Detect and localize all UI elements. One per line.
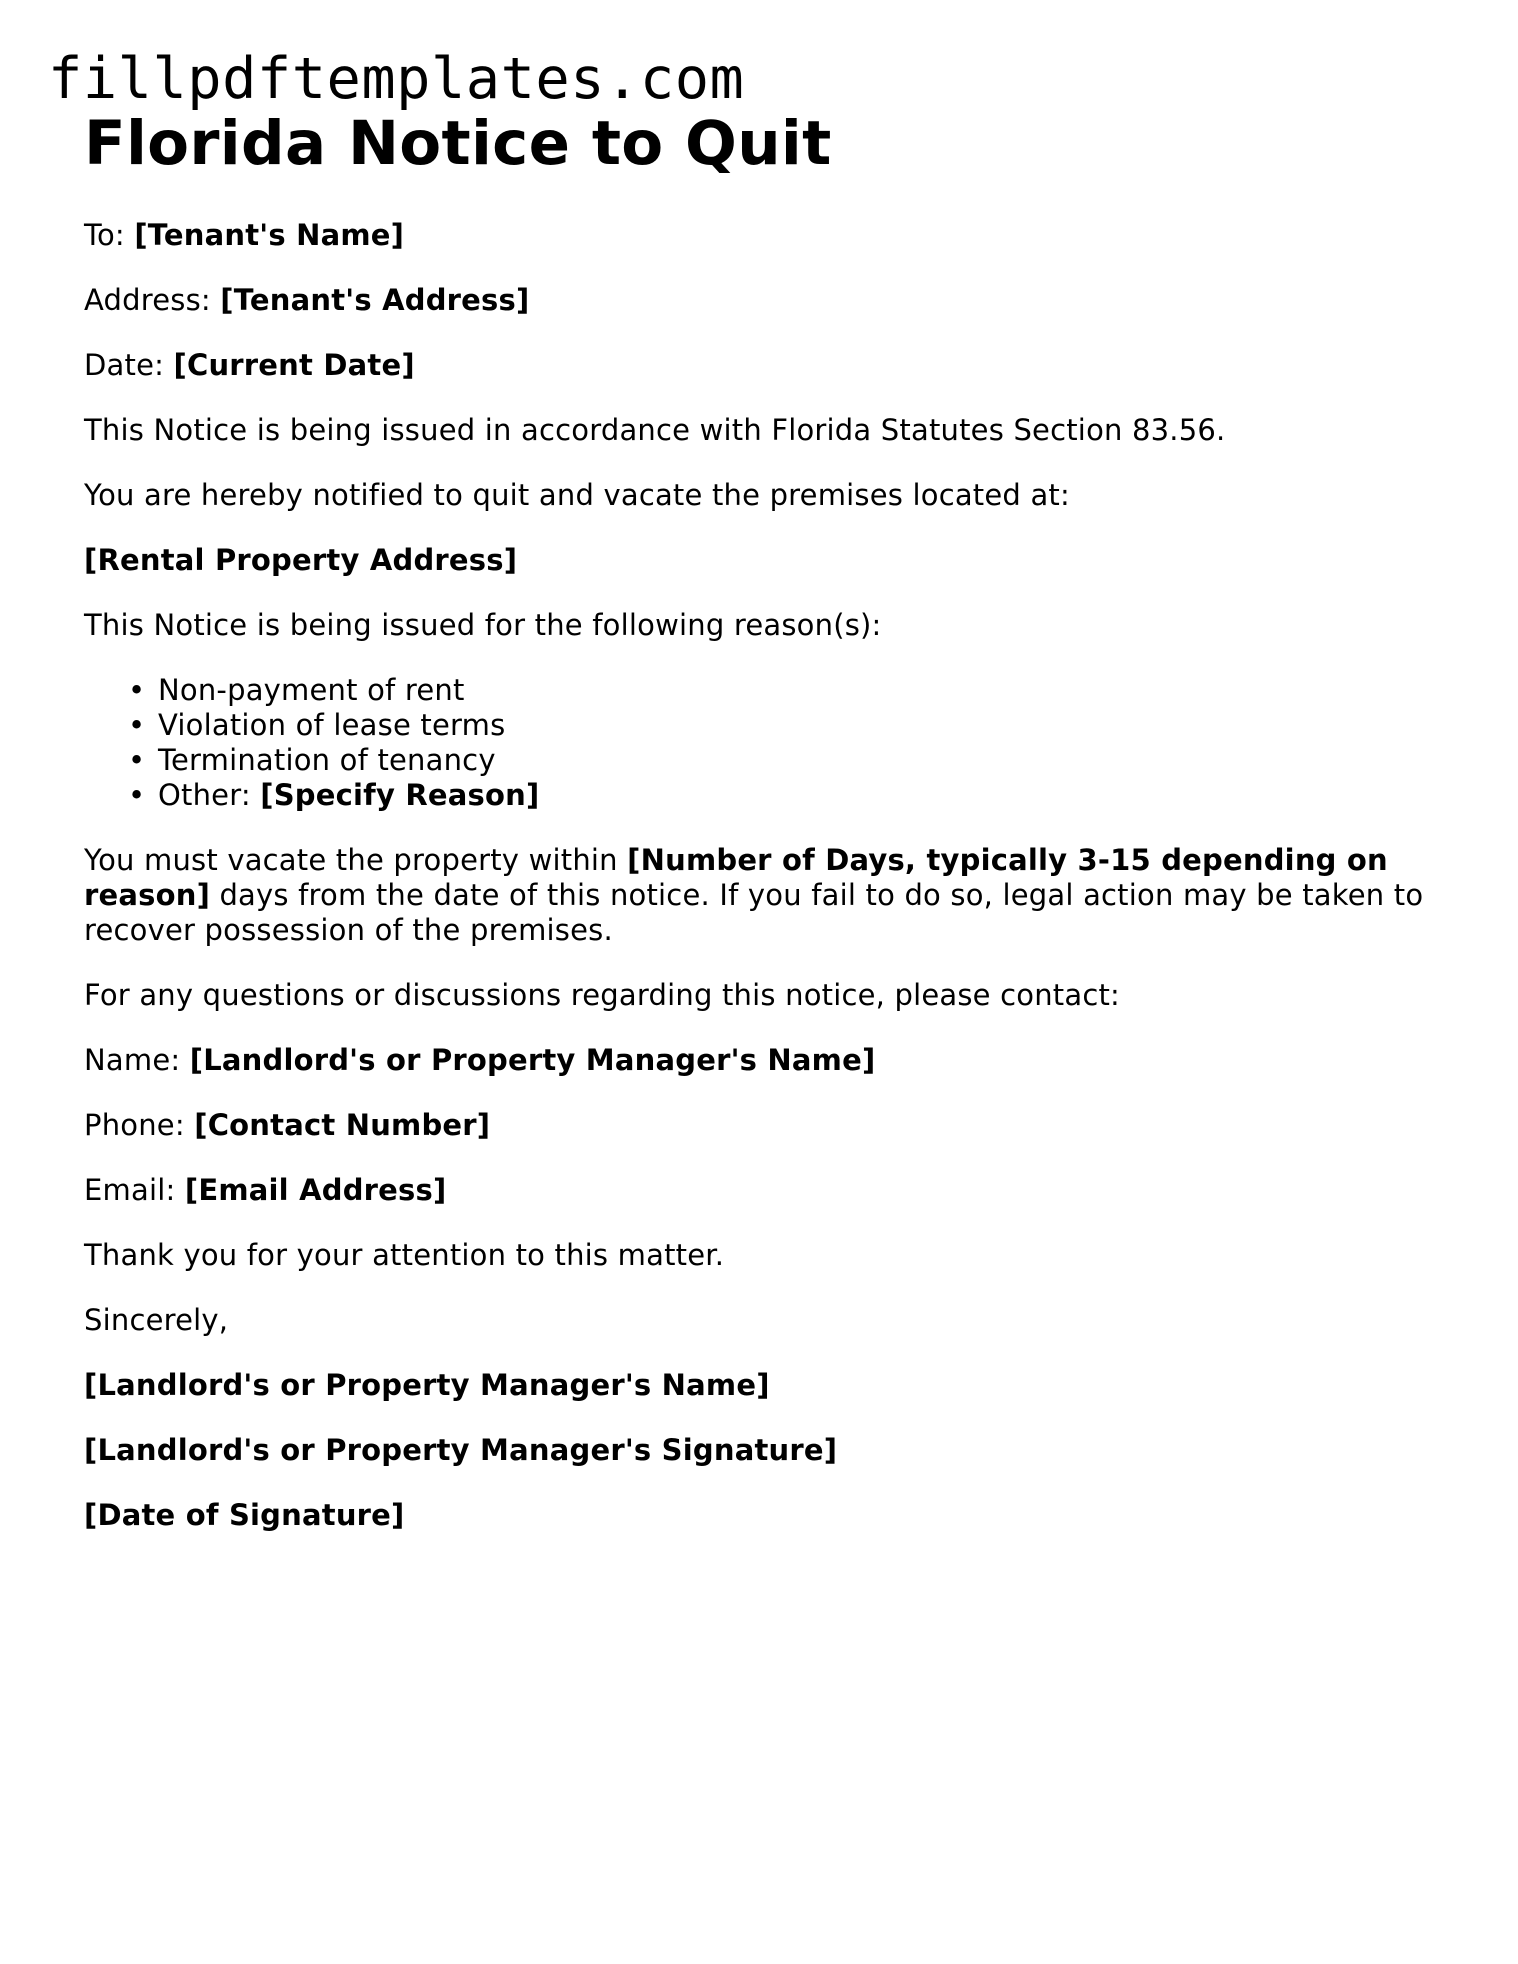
signoff-date-placeholder: [Date of Signature] [84, 1498, 405, 1532]
current-date-placeholder: [Current Date] [173, 348, 415, 382]
number-of-days-placeholder: [Number of Days, typically 3-15 depending on reason] [84, 843, 1388, 912]
reason-text: Termination of tenancy [158, 743, 496, 777]
signoff-signature-placeholder: [Landlord's or Property Manager's Signature] [84, 1433, 838, 1467]
thanks-line: Thank you for your attention to this matter. [84, 1238, 725, 1272]
document-title: Florida Notice to Quit [84, 108, 832, 179]
signoff-date-line [84, 1498, 1454, 1533]
signoff-signature-line [84, 1433, 1454, 1468]
tenant-address-placeholder: [Tenant's Address] [220, 283, 530, 317]
contact-name-placeholder: [Landlord's or Property Manager's Name] [189, 1043, 876, 1077]
tenant-name-placeholder: [Tenant's Name] [134, 218, 405, 252]
vacate-intro: You are hereby notified to quit and vacate the premises located at: [84, 478, 1070, 512]
list-item [128, 743, 1454, 778]
notice-document [84, 106, 1454, 1563]
vacate-deadline-paragraph [84, 843, 1454, 948]
specify-reason-placeholder: [Specify Reason] [260, 778, 540, 812]
rental-property-line [84, 543, 1454, 578]
contact-email-label: Email: [84, 1173, 176, 1207]
list-item [128, 708, 1454, 743]
bullet-icon: • [128, 778, 146, 812]
contact-email-line [84, 1173, 1454, 1208]
recipient-label: To: [84, 218, 125, 252]
bullet-icon: • [128, 673, 146, 707]
vacate-before-text: You must vacate the property within [84, 843, 618, 877]
address-label: Address: [84, 283, 211, 317]
signoff-name-placeholder: [Landlord's or Property Manager's Name] [84, 1368, 770, 1402]
statute-paragraph: This Notice is being issued in accordance with Florida Statutes Section 83.56. [84, 413, 1226, 447]
closing-line: Sincerely, [84, 1303, 229, 1337]
reason-text: Non-payment of rent [158, 673, 465, 707]
address-line [84, 283, 1454, 318]
site-watermark: fillpdftemplates.com [48, 46, 745, 112]
date-label: Date: [84, 348, 165, 382]
contact-name-label: Name: [84, 1043, 181, 1077]
list-item [128, 673, 1454, 708]
reason-text: Violation of lease terms [158, 708, 506, 742]
contact-phone-label: Phone: [84, 1108, 185, 1142]
vacate-after-text: days from the date of this notice. If you fail to do so, legal action may be taken to recover possession of the premises. [84, 878, 1424, 947]
rental-address-placeholder: [Rental Property Address] [84, 543, 518, 577]
contact-name-line [84, 1043, 1454, 1078]
reasons-list [84, 673, 1454, 813]
contact-phone-line [84, 1108, 1454, 1143]
recipient-line [84, 218, 1454, 253]
contact-email-placeholder: [Email Address] [184, 1173, 447, 1207]
contact-intro: For any questions or discussions regarding this notice, please contact: [84, 978, 1121, 1012]
bullet-icon: • [128, 743, 146, 777]
bullet-icon: • [128, 708, 146, 742]
reason-other-label: Other: [158, 778, 251, 812]
date-line [84, 348, 1454, 383]
signoff-name-line [84, 1368, 1454, 1403]
contact-phone-placeholder: [Contact Number] [194, 1108, 491, 1142]
list-item [128, 778, 1454, 813]
reasons-intro: This Notice is being issued for the following reason(s): [84, 608, 882, 642]
